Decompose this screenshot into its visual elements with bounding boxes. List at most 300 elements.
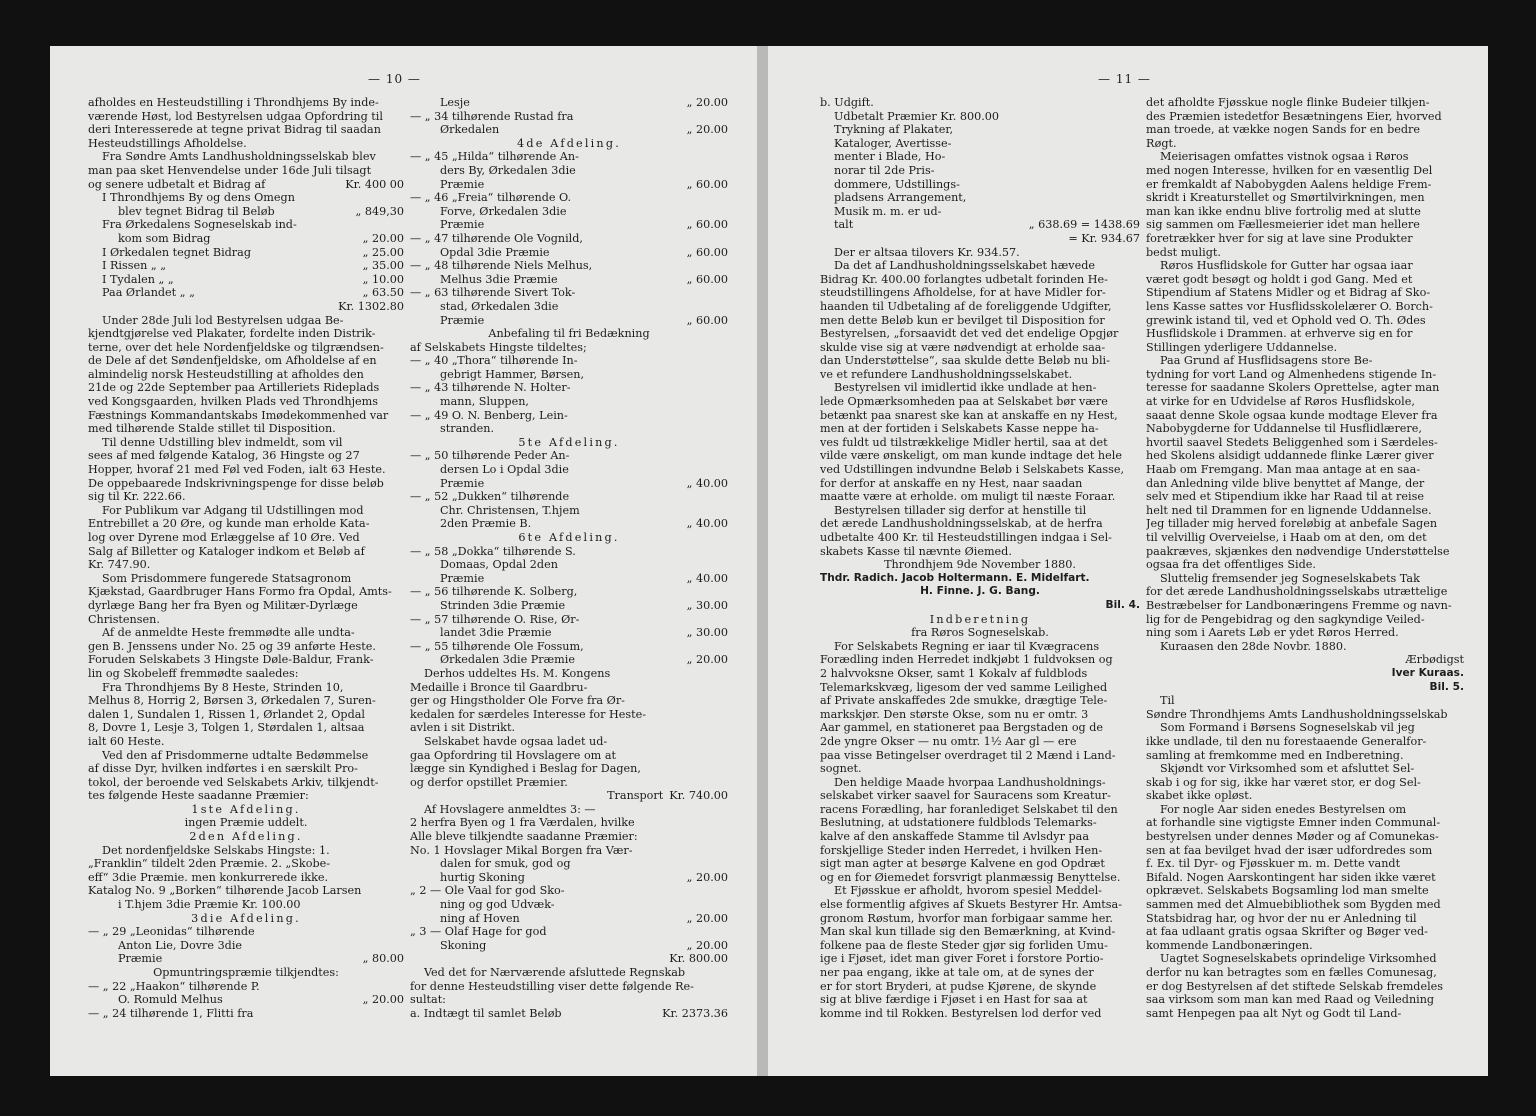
text-line xyxy=(410,980,728,994)
line-text: — „ 58 „Dokka“ tilhørende S. xyxy=(410,544,576,558)
line-text: Bidrag Kr. 400.00 forlangtes udbetalt forinden He- xyxy=(820,272,1108,286)
line-text: samling at fremkomme med en Indberetning. xyxy=(1146,748,1404,762)
line-text: Som Formand i Børsens Sogneselskab vil jeg xyxy=(1160,721,1415,735)
line-text: vilde være ønskeligt, om man kunde indtage det hele xyxy=(820,449,1122,463)
text-line xyxy=(1146,164,1464,178)
line-text: Uagtet Sogneselskabets oprindelige Virksomhed xyxy=(1160,952,1437,966)
text-line xyxy=(410,381,728,395)
text-line xyxy=(88,857,404,871)
text-line xyxy=(820,327,1140,341)
line-text: Opdal 3die Præmie xyxy=(440,245,550,259)
text-line xyxy=(820,150,1140,164)
text-line xyxy=(1146,504,1464,518)
text-line xyxy=(410,708,728,722)
text-line xyxy=(88,368,404,382)
text-line xyxy=(88,354,404,368)
text-line xyxy=(1146,640,1464,654)
line-text: skab i og for sig, ikke har været stor, er dog Sel- xyxy=(1146,775,1421,789)
text-line xyxy=(88,912,404,926)
line-text: ning som i Aarets Løb er ydet Røros Herred. xyxy=(1146,626,1399,640)
line-amount: „ 60.00 xyxy=(686,218,728,232)
line-text: almindelig norsk Hesteudstilling at afholdes den xyxy=(88,367,364,381)
text-line xyxy=(410,150,728,164)
line-text: — „ 57 tilhørende O. Rise, Ør- xyxy=(410,612,580,626)
line-text: at faa udlaant gratis ogsaa Skrifter og Bøger ved- xyxy=(1146,925,1428,939)
line-text: af Selskabets Hingste tildeltes; xyxy=(410,340,587,354)
line-text: Melhus 3die Præmie xyxy=(440,272,558,286)
text-line xyxy=(410,96,728,110)
line-text: — „ 47 tilhørende Ole Vognild, xyxy=(410,231,583,245)
line-text: Fra Throndhjems By 8 Heste, Strinden 10, xyxy=(102,680,344,694)
line-text: Musik m. m. er ud- xyxy=(834,204,942,218)
line-text: af disse Dyr, hvilken indførtes i en særskilt Pro- xyxy=(88,762,358,776)
text-line xyxy=(88,218,404,232)
text-line xyxy=(88,749,404,763)
text-line xyxy=(820,137,1140,151)
line-text: ders By, Ørkedalen 3die xyxy=(440,163,576,177)
line-text: Fæstnings Kommandantskabs Imødekommenhed var xyxy=(88,408,389,422)
text-line xyxy=(88,694,404,708)
line-text: værende Høst, lod Bestyrelsen udgaa Opfordring til xyxy=(88,109,383,123)
line-text: Katalog No. 9 „Borken“ tilhørende Jacob Larsen xyxy=(88,884,362,898)
line-text: at virke for en Udvidelse af Røros Husflidskole, xyxy=(1146,395,1415,409)
line-text: racens Forædling, har foranlediget Selskabet til den xyxy=(820,802,1118,816)
text-line xyxy=(1146,409,1464,423)
text-line xyxy=(410,939,728,953)
line-text: blev tegnet Bidrag til Beløb xyxy=(118,204,275,218)
text-line xyxy=(820,395,1140,409)
line-text: hvortil saavel Stedets Beliggenhed som i Særdeles- xyxy=(1146,435,1438,449)
right-column-2 xyxy=(1146,96,1464,1020)
line-text: paakræves, skjænkes den nødvendige Understøttelse xyxy=(1146,544,1450,558)
text-line xyxy=(410,925,728,939)
line-amount: „ 60.00 xyxy=(686,272,728,286)
line-text: Som Prisdommere fungerede Statsagronom xyxy=(102,571,352,585)
text-line xyxy=(410,436,728,450)
line-text: de Dele af det Søndenfjeldske, om Afholdelse af en xyxy=(88,354,377,368)
line-text: Præmie xyxy=(440,177,485,191)
text-line xyxy=(410,259,728,273)
text-line xyxy=(88,681,404,695)
text-line xyxy=(410,232,728,246)
text-line xyxy=(1146,803,1464,817)
line-text: Præmie xyxy=(440,313,485,327)
line-text: stad, Ørkedalen 3die xyxy=(440,299,559,313)
text-line xyxy=(88,381,404,395)
line-text: Da det af Landhusholdningsselskabet hævede xyxy=(834,259,1095,273)
line-text: folkene paa de fleste Steder gjør sig forliden Umu- xyxy=(820,938,1108,952)
line-text: 2de yngre Okser — nu omtr. 1½ Aar gl — ere xyxy=(820,734,1077,748)
line-text: Sluttelig fremsender jeg Sogneselskabets Tak xyxy=(1160,571,1420,585)
text-line xyxy=(410,395,728,409)
line-text: komme ind til Rokken. Bestyrelsen lod derfor ved xyxy=(820,1006,1102,1020)
line-text: 2den Afdeling. xyxy=(189,830,303,844)
line-text: — „ 52 „Dukken“ tilhørende xyxy=(410,490,570,504)
text-line xyxy=(88,341,404,355)
text-line xyxy=(820,381,1140,395)
text-line xyxy=(1146,178,1464,192)
line-text: ves fuldt ud tilstrækkelige Midler hertil, saa at det xyxy=(820,435,1108,449)
line-text: gaa Opfordring til Hovslagere om at xyxy=(410,748,617,762)
line-text: 8, Dovre 1, Lesje 3, Tolgen 1, Størdalen 1, altsaa xyxy=(88,721,365,735)
line-text: Udbetalt Præmier Kr. 800.00 xyxy=(834,109,1000,123)
text-line xyxy=(88,708,404,722)
text-line xyxy=(88,545,404,559)
line-text: — „ 22 „Haakon“ tilhørende P. xyxy=(88,979,260,993)
text-line xyxy=(88,939,404,953)
line-text: — „ 48 tilhørende Niels Melhus, xyxy=(410,259,593,273)
line-text: ning af Hoven xyxy=(440,911,520,925)
text-line xyxy=(88,640,404,654)
text-line xyxy=(88,762,404,776)
line-text: maatte være at erholde. om muligt til næste Foraar. xyxy=(820,490,1116,504)
text-line xyxy=(410,368,728,382)
text-line xyxy=(88,830,404,844)
text-line xyxy=(410,409,728,423)
line-text: og derfor opstillet Præmier. xyxy=(410,775,568,789)
text-line xyxy=(820,980,1140,994)
text-line xyxy=(88,110,404,124)
text-line xyxy=(88,993,404,1007)
text-line xyxy=(1146,830,1464,844)
line-text: Bestyrelsen vil imidlertid ikke undlade at hen- xyxy=(834,381,1097,395)
line-text: dalen for smuk, god og xyxy=(440,857,571,871)
line-text: — „ 55 tilhørende Ole Fossum, xyxy=(410,639,584,653)
line-text: sammen med det Almuebibliothek som Bygden med xyxy=(1146,898,1441,912)
line-text: Ærbødigst xyxy=(1405,653,1464,667)
line-text: hed Skolens alsidigt uddannede flinke Lærer giver xyxy=(1146,449,1434,463)
text-line xyxy=(410,354,728,368)
line-text: sultat: xyxy=(410,993,446,1007)
line-text: Meierisagen omfattes vistnok ogsaa i Røros xyxy=(1160,150,1409,164)
text-line xyxy=(88,463,404,477)
line-text: Christensen. xyxy=(88,612,160,626)
text-line xyxy=(88,898,404,912)
text-line xyxy=(820,232,1140,246)
line-text: talt xyxy=(834,218,854,232)
line-text: Transport xyxy=(607,789,664,803)
text-line xyxy=(820,300,1140,314)
text-line xyxy=(410,246,728,260)
text-line xyxy=(410,884,728,898)
text-line xyxy=(1146,110,1464,124)
text-line xyxy=(88,871,404,885)
text-line xyxy=(88,395,404,409)
line-text: Søndre Throndhjems Amts Landhusholdningsselskab xyxy=(1146,707,1448,721)
text-line xyxy=(88,980,404,994)
line-text: menter i Blade, Ho- xyxy=(834,150,946,164)
text-line xyxy=(820,531,1140,545)
line-text: 2 herfra Byen og 1 fra Værdalen, hvilke xyxy=(410,816,635,830)
line-text: gebrigt Hammer, Børsen, xyxy=(440,367,585,381)
text-line xyxy=(88,789,404,803)
text-line xyxy=(410,912,728,926)
text-line xyxy=(410,599,728,613)
line-text: været godt besøgt og holdt i god Gang. Med et xyxy=(1146,272,1413,286)
line-text: dalen 1, Sundalen 1, Rissen 1, Ørlandet 2, Opdal xyxy=(88,707,365,721)
line-text: grewink istand til, ved et Ophold ved O. Th. Ødes xyxy=(1146,313,1426,327)
line-text: Til denne Udstilling blev indmeldt, som vil xyxy=(102,435,343,449)
line-text: i T.hjem 3die Præmie Kr. 100.00 xyxy=(118,898,301,912)
line-text: af Private anskaffedes 2de smukke, drægtige Tele- xyxy=(820,694,1108,708)
text-line xyxy=(820,286,1140,300)
text-line xyxy=(410,110,728,124)
text-line xyxy=(820,409,1140,423)
line-amount: = Kr. 934.67 xyxy=(1068,231,1140,245)
text-line xyxy=(820,925,1140,939)
text-line xyxy=(1146,884,1464,898)
text-line xyxy=(1146,585,1464,599)
line-text: 21de og 22de September paa Artilleriets Rideplads xyxy=(88,381,380,395)
text-line xyxy=(820,96,1140,110)
text-line xyxy=(820,572,1140,586)
line-text: I Rissen „ „ xyxy=(102,259,166,273)
line-amount: Kr. 400 00 xyxy=(345,177,404,191)
line-text: Strinden 3die Præmie xyxy=(440,598,566,612)
text-line xyxy=(410,626,728,640)
line-text: til velvillig Overveielse, i Haab om at den, om det xyxy=(1146,531,1427,544)
line-text: Forve, Ørkedalen 3die xyxy=(440,204,567,218)
text-line xyxy=(1146,952,1464,966)
line-text: kommende Landbonæringen. xyxy=(1146,938,1313,952)
line-text: I Ørkedalen tegnet Bidrag xyxy=(102,245,251,259)
text-line xyxy=(1146,273,1464,287)
line-amount: „ 849,30 xyxy=(355,204,404,218)
line-text: Stillingen yderligere Uddannelse. xyxy=(1146,340,1338,354)
line-text: selskabet virker saavel for Sauracens som Kreatur- xyxy=(820,789,1111,803)
line-amount: „ 20.00 xyxy=(362,231,404,245)
line-text: sognet. xyxy=(820,762,862,776)
text-line xyxy=(410,749,728,763)
line-text: des Præmien istedetfor Besætningens Eier, hvorved xyxy=(1146,109,1442,123)
line-text: Kjækstad, Gaardbruger Hans Formo fra Opdal, Amts- xyxy=(88,585,392,599)
line-text: else formentlig afgives af Skuets Bestyrer Hr. Amtsa- xyxy=(820,898,1122,912)
line-text: lin og Skobeleff fremmødte saaledes: xyxy=(88,666,299,680)
text-line xyxy=(410,218,728,232)
line-text: Medaille i Bronce til Gaardbru- xyxy=(410,680,588,694)
line-text: 2 halvvoksne Okser, samt 1 Kokalv af fuldblods xyxy=(820,666,1088,680)
text-line xyxy=(88,667,404,681)
line-text: Bifald. Nogen Aarskontingent har siden ikke været xyxy=(1146,870,1436,884)
text-line xyxy=(820,857,1140,871)
text-line xyxy=(820,776,1140,790)
text-line xyxy=(820,490,1140,504)
line-text: Forædling inden Herredet indkjøbt 1 fuldvoksen og xyxy=(820,653,1113,667)
line-text: Aar gammel, en stationeret paa Bergstaden og de xyxy=(820,721,1104,735)
text-line xyxy=(820,939,1140,953)
text-line xyxy=(88,844,404,858)
line-text: skabet ikke opløst. xyxy=(1146,789,1253,803)
text-line xyxy=(820,504,1140,518)
text-line xyxy=(410,898,728,912)
text-line xyxy=(820,191,1140,205)
text-line xyxy=(820,164,1140,178)
line-text: Skjøndt vor Virksomhed som et afsluttet Sel- xyxy=(1160,762,1415,776)
line-text: kedalen for særdeles Interesse for Heste- xyxy=(410,707,647,721)
line-text: norar til 2de Pris- xyxy=(834,163,935,177)
line-text: mann, Sluppen, xyxy=(440,395,529,409)
text-line xyxy=(1146,191,1464,205)
text-line xyxy=(820,545,1140,559)
line-amount: „ 25.00 xyxy=(362,245,404,259)
line-text: — „ 40 „Thora“ tilhørende In- xyxy=(410,354,578,368)
text-line xyxy=(1146,381,1464,395)
left-page xyxy=(50,46,757,1076)
line-text: — „ 29 „Leonidas“ tilhørende xyxy=(88,925,255,939)
line-amount: „ 20.00 xyxy=(686,123,728,137)
line-text: — „ 43 tilhørende N. Holter- xyxy=(410,381,571,395)
text-line xyxy=(410,585,728,599)
line-amount: „ 20.00 xyxy=(686,653,728,667)
text-line xyxy=(410,191,728,205)
text-line xyxy=(88,150,404,164)
line-text: foretrækker hver for sig at lave sine Produkter xyxy=(1146,231,1413,245)
line-text: Hopper, hvoraf 21 med Føl ved Foden, ialt 63 Heste. xyxy=(88,463,386,477)
line-amount: „ 35.00 xyxy=(362,259,404,273)
text-line xyxy=(410,300,728,314)
line-amount: „ 20.00 xyxy=(686,911,728,925)
text-line xyxy=(1146,96,1464,110)
text-line xyxy=(820,314,1140,328)
line-text: opkrævet. Selskabets Bogsamling lod man smelte xyxy=(1146,884,1429,898)
line-text: lægge sin Kyndighed i Beslag for Dagen, xyxy=(410,762,641,776)
text-line xyxy=(820,477,1140,491)
line-text: tes følgende Heste saadanne Præmier: xyxy=(88,789,309,803)
line-text: steudstillingens Afholdelse, for at have Midler for- xyxy=(820,286,1106,300)
line-text: dan Understøttelse“, saa skulde dette Beløb nu bli- xyxy=(820,354,1110,368)
line-text: er dog Bestyrelsen af det stiftede Selskab fremdeles xyxy=(1146,979,1444,993)
line-text: man kan ikke endnu blive fortrolig med at slutte xyxy=(1146,204,1421,218)
text-line xyxy=(820,422,1140,436)
line-text: ved Kongsgaarden, hvilken Plads ved Throndhjems xyxy=(88,395,379,409)
text-line xyxy=(410,844,728,858)
line-text: skabets Kasse til nævnte Øiemed. xyxy=(820,544,1012,558)
text-line xyxy=(820,463,1140,477)
line-text: og senere udbetalt et Bidrag af xyxy=(88,177,266,191)
line-text: ige i Fjøset, idet man giver Foret i forstore Portio- xyxy=(820,952,1104,966)
text-line xyxy=(820,178,1140,192)
text-line xyxy=(1146,232,1464,246)
text-line xyxy=(410,463,728,477)
line-text: f. Ex. til Dyr- og Fjøsskuer m. m. Dette vandt xyxy=(1146,857,1401,871)
text-line xyxy=(410,952,728,966)
line-amount: „ 40.00 xyxy=(686,476,728,490)
text-line xyxy=(88,735,404,749)
text-line xyxy=(820,354,1140,368)
text-line xyxy=(1146,395,1464,409)
line-text: Anton Lie, Dovre 3die xyxy=(118,938,243,952)
text-line xyxy=(410,993,728,1007)
line-text: ogsaa fra det offentliges Side. xyxy=(1146,558,1316,572)
line-text: Til xyxy=(1160,694,1175,708)
line-text: for det ærede Landhusholdningsselskabs utrættelige xyxy=(1146,585,1448,599)
line-text: — „ 34 tilhørende Rustad fra xyxy=(410,109,574,123)
line-text: Bil. 4. xyxy=(1105,598,1140,611)
text-line xyxy=(88,531,404,545)
text-line xyxy=(1146,980,1464,994)
text-line xyxy=(820,123,1140,137)
line-text: Ørkedalen 3die Præmie xyxy=(440,653,575,667)
line-text: Skoning xyxy=(440,938,487,952)
line-text: Jeg tillader mig herved foreløbig at anbefale Sagen xyxy=(1146,517,1438,531)
line-text: saaat denne Skole ogsaa kunde modtage Elever fra xyxy=(1146,408,1438,422)
text-line xyxy=(1146,327,1464,341)
text-line xyxy=(88,803,404,817)
text-line xyxy=(88,246,404,260)
text-line xyxy=(88,504,404,518)
line-text: men dette Beløb kun er bevilget til Disposition for xyxy=(820,313,1105,327)
line-text: kalve af den anskaffede Stamme til Avlsdyr paa xyxy=(820,830,1089,844)
line-amount: „ 63.50 xyxy=(362,286,404,300)
line-amount: Kr. 800.00 xyxy=(669,952,728,966)
text-line xyxy=(410,273,728,287)
line-text: Bestyrelsen tillader sig derfor at henstille til xyxy=(834,503,1087,517)
line-text: Af Hovslagere anmeldtes 3: — xyxy=(424,802,596,816)
text-line xyxy=(410,545,728,559)
text-line xyxy=(820,816,1140,830)
text-line xyxy=(1146,137,1464,151)
text-line xyxy=(820,694,1140,708)
text-line xyxy=(820,341,1140,355)
text-line xyxy=(88,273,404,287)
line-text: ikke undlade, til den nu forestaaende Generalfor- xyxy=(1146,734,1427,748)
line-text: — „ 56 tilhørende K. Solberg, xyxy=(410,585,578,599)
text-line xyxy=(88,436,404,450)
line-text: Opmuntringspræmie tilkjendtes: xyxy=(153,966,339,979)
text-line xyxy=(410,735,728,749)
line-text: afholdes en Hesteudstilling i Throndhjems By inde- xyxy=(88,96,379,109)
line-text: Under 28de Juli lod Bestyrelsen udgaa Be- xyxy=(102,313,344,327)
line-amount: „ 40.00 xyxy=(686,517,728,531)
line-amount: „ 60.00 xyxy=(686,177,728,191)
left-column-1 xyxy=(88,96,404,1020)
text-line xyxy=(1146,531,1464,545)
text-line xyxy=(1146,898,1464,912)
line-text: Haab om Fremgang. Man maa antage at en saa- xyxy=(1146,463,1421,477)
line-text: 5te Afdeling. xyxy=(518,435,620,449)
line-text: sees af med følgende Katalog, 36 Hingste og 27 xyxy=(88,449,360,463)
text-line xyxy=(410,137,728,151)
text-line xyxy=(1146,246,1464,260)
text-line xyxy=(410,341,728,355)
line-text: gen B. Jenssens under No. 25 og 39 anførte Heste. xyxy=(88,639,376,653)
line-text: Præmie xyxy=(440,218,485,232)
line-amount: „ 30.00 xyxy=(686,598,728,612)
text-line xyxy=(88,776,404,790)
line-text: Præmie xyxy=(440,476,485,490)
text-line xyxy=(88,952,404,966)
text-line xyxy=(88,137,404,151)
text-line xyxy=(88,327,404,341)
line-text: det afholdte Fjøsskue nogle flinke Budeier tilkjen- xyxy=(1146,96,1430,109)
line-text: Telemarkskvæg, ligesom der ved samme Leilighed xyxy=(820,680,1108,694)
text-line xyxy=(410,721,728,735)
text-line xyxy=(88,599,404,613)
line-text: hurtig Skoning xyxy=(440,870,525,884)
text-line xyxy=(1146,545,1464,559)
line-text: Fra Søndre Amts Landhusholdningsselskab blev xyxy=(102,150,376,164)
line-text: bedst muligt. xyxy=(1146,245,1221,259)
line-text: Bestyrelsen, „forsaavidt det ved det endelige Opgjør xyxy=(820,327,1119,341)
text-line xyxy=(1146,871,1464,885)
line-text: saa virksom som man kan med Raad og Veiledning xyxy=(1146,993,1435,1007)
line-amount: „ 20.00 xyxy=(686,870,728,884)
text-line xyxy=(410,422,728,436)
text-line xyxy=(820,558,1140,572)
line-text: Paa Grund af Husflidsagens store Be- xyxy=(1160,354,1373,368)
line-amount: Kr. 2373.36 xyxy=(662,1006,728,1020)
line-text: skulde vise sig at være nødvendigt at erholde saa- xyxy=(820,340,1106,354)
